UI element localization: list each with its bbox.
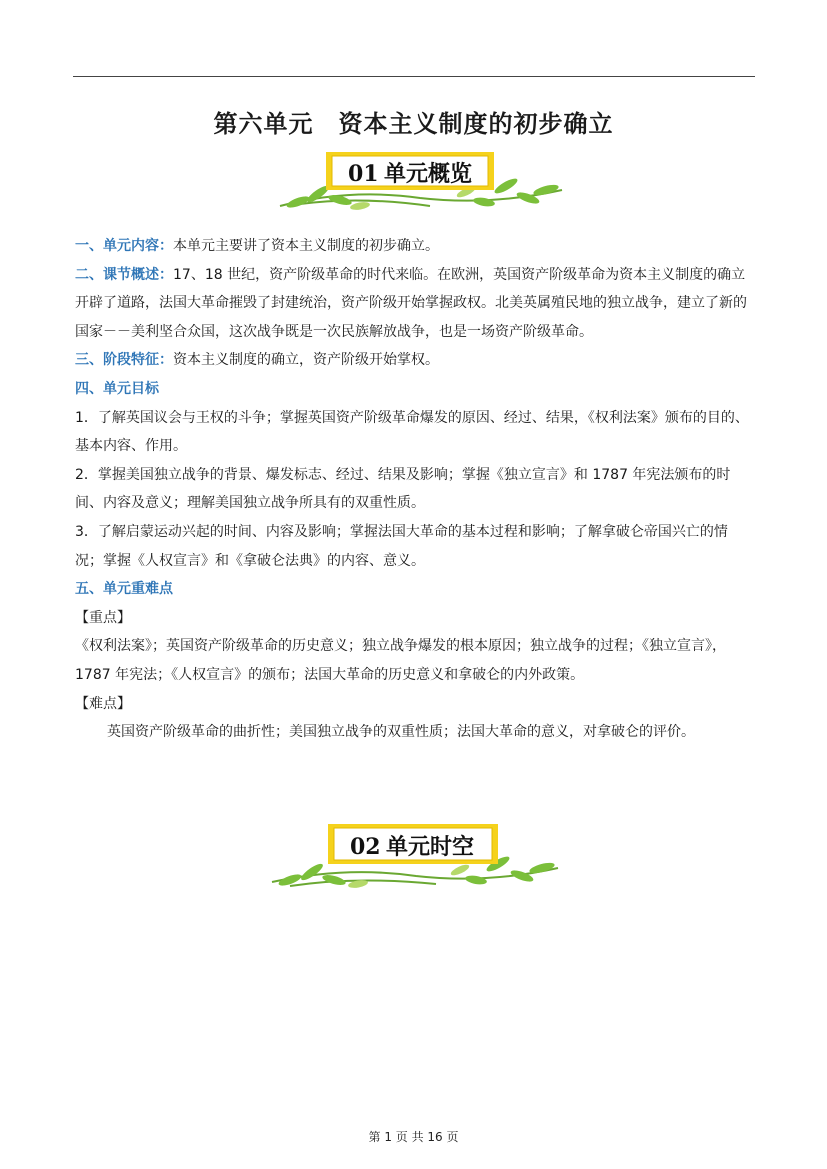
unit-content-paragraph: [75, 232, 755, 261]
unit-content-label: 一、单元内容：: [75, 238, 173, 254]
header-rule: [73, 76, 755, 77]
goal-item: 2．掌握美国独立战争的背景、爆发标志、经过、结果及影响；掌握《独立宣言》和 1787 年宪法颁布的时间、内容及意义；理解美国独立战争所具有的双重性质。: [75, 466, 731, 512]
goals-heading: 四、单元目标: [75, 380, 159, 397]
section-name: 单元概览: [384, 161, 473, 187]
document-title: 第六单元 资本主义制度的初步确立: [213, 109, 614, 138]
key-difficult-heading: 五、单元重难点: [75, 581, 173, 598]
stage-features-text: 资本主义制度的确立，资产阶级开始掌权。: [173, 352, 439, 369]
leaf-decoration-icon: [270, 148, 570, 216]
difficult-points-text: 英国资产阶级革命的曲折性；美国独立战争的双重性质；法国大革命的意义，对拿破仑的评价。: [107, 724, 695, 741]
lesson-overview-label: 二、课节概述：: [75, 266, 173, 283]
lesson-overview-paragraph: [75, 261, 755, 347]
difficult-points-label: 【难点】: [75, 695, 131, 712]
stage-features-paragraph: [75, 346, 755, 375]
goal-item: 1．了解英国议会与王权的斗争；掌握英国资产阶级革命爆发的原因、经过、结果，《权利法案》颁布的目的、基本内容、作用。: [75, 409, 749, 455]
section-number: 02: [350, 834, 381, 860]
lesson-overview-text: 17、18 世纪，资产阶级革命的时代来临。在欧洲，英国资产阶级革命为资本主义制度的确立开辟了道路，法国大革命摧毁了封建统治，资产阶级开始掌握政权。北美英属殖民地的独立战争，建立了新的国家－－美利坚合众国，这次战争既是一次民族解放战争，也是一场资产阶级革命。: [75, 266, 747, 340]
key-points-label: 【重点】: [75, 609, 131, 626]
leaf-decoration-icon: [266, 820, 566, 894]
goal-item: 3．了解启蒙运动兴起的时间、内容及影响；掌握法国大革命的基本过程和影响；了解拿破仑帝国兴亡的情况；掌握《人权宣言》和《拿破仑法典》的内容、意义。: [75, 523, 728, 569]
unit-content-text: 本单元主要讲了资本主义制度的初步确立。: [173, 238, 439, 254]
section-name: 单元时空: [386, 834, 475, 860]
stage-features-label: 三、阶段特征：: [75, 352, 173, 369]
section-banner-timeline: [266, 820, 566, 894]
section-banner-overview: [270, 148, 570, 216]
key-points-text: 《权利法案》；英国资产阶级革命的历史意义；独立战争爆发的根本原因；独立战争的过程；《独立宣言》，1787 年宪法；《人权宣言》的颁布；法国大革命的历史意义和拿破仑的内外政策。: [75, 638, 726, 683]
section-number: 01: [348, 161, 379, 187]
page-footer: 第 1 页 共 16 页: [368, 1130, 459, 1144]
main-content: [75, 232, 755, 747]
